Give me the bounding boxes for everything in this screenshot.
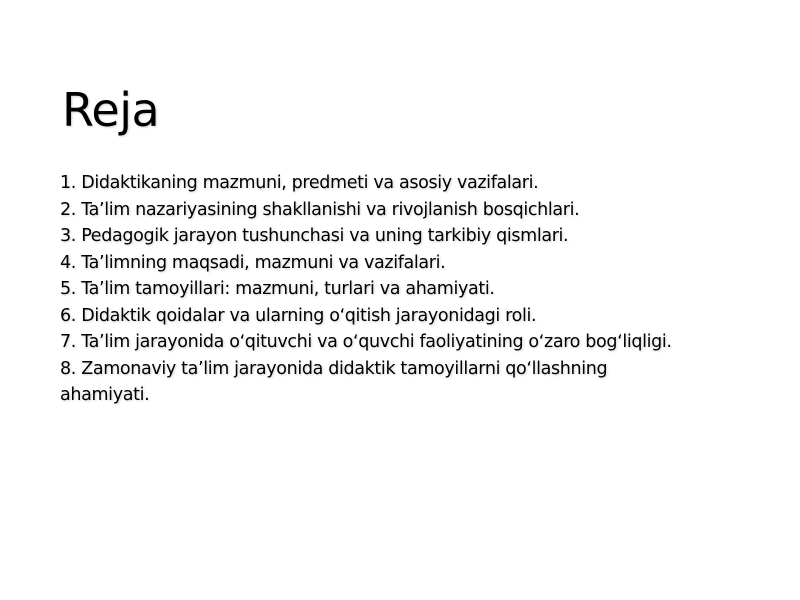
- plan-list: [60, 170, 760, 409]
- plan-item-5: 5. Ta’lim tamoyillari: mazmuni, turlari va ahamiyati.: [60, 279, 495, 299]
- plan-item-6: 6. Didaktik qoidalar va ularning oʻqitish jarayonidagi roli.: [60, 305, 537, 326]
- plan-item-4: 4. Ta’limning maqsadi, mazmuni va vazifalari.: [60, 252, 446, 273]
- plan-item-7: 7. Ta’lim jarayonida oʻqituvchi va oʻquvchi faoliyatining oʻzaro bogʻliqligi.: [60, 332, 672, 352]
- plan-item-1: 1. Didaktikaning mazmuni, predmeti va asosiy vazifalari.: [60, 173, 539, 193]
- slide-title: Reja: [62, 83, 160, 137]
- plan-item-8: 8. Zamonaviy ta’lim jarayonida didaktik tamoyillarni qoʻllashning ahamiyati.: [60, 358, 608, 405]
- plan-item-2: 2. Ta’lim nazariyasining shakllanishi va rivojlanish bosqichlari.: [60, 199, 580, 220]
- plan-item-3: 3. Pedagogik jarayon tushunchasi va uning tarkibiy qismlari.: [60, 226, 569, 246]
